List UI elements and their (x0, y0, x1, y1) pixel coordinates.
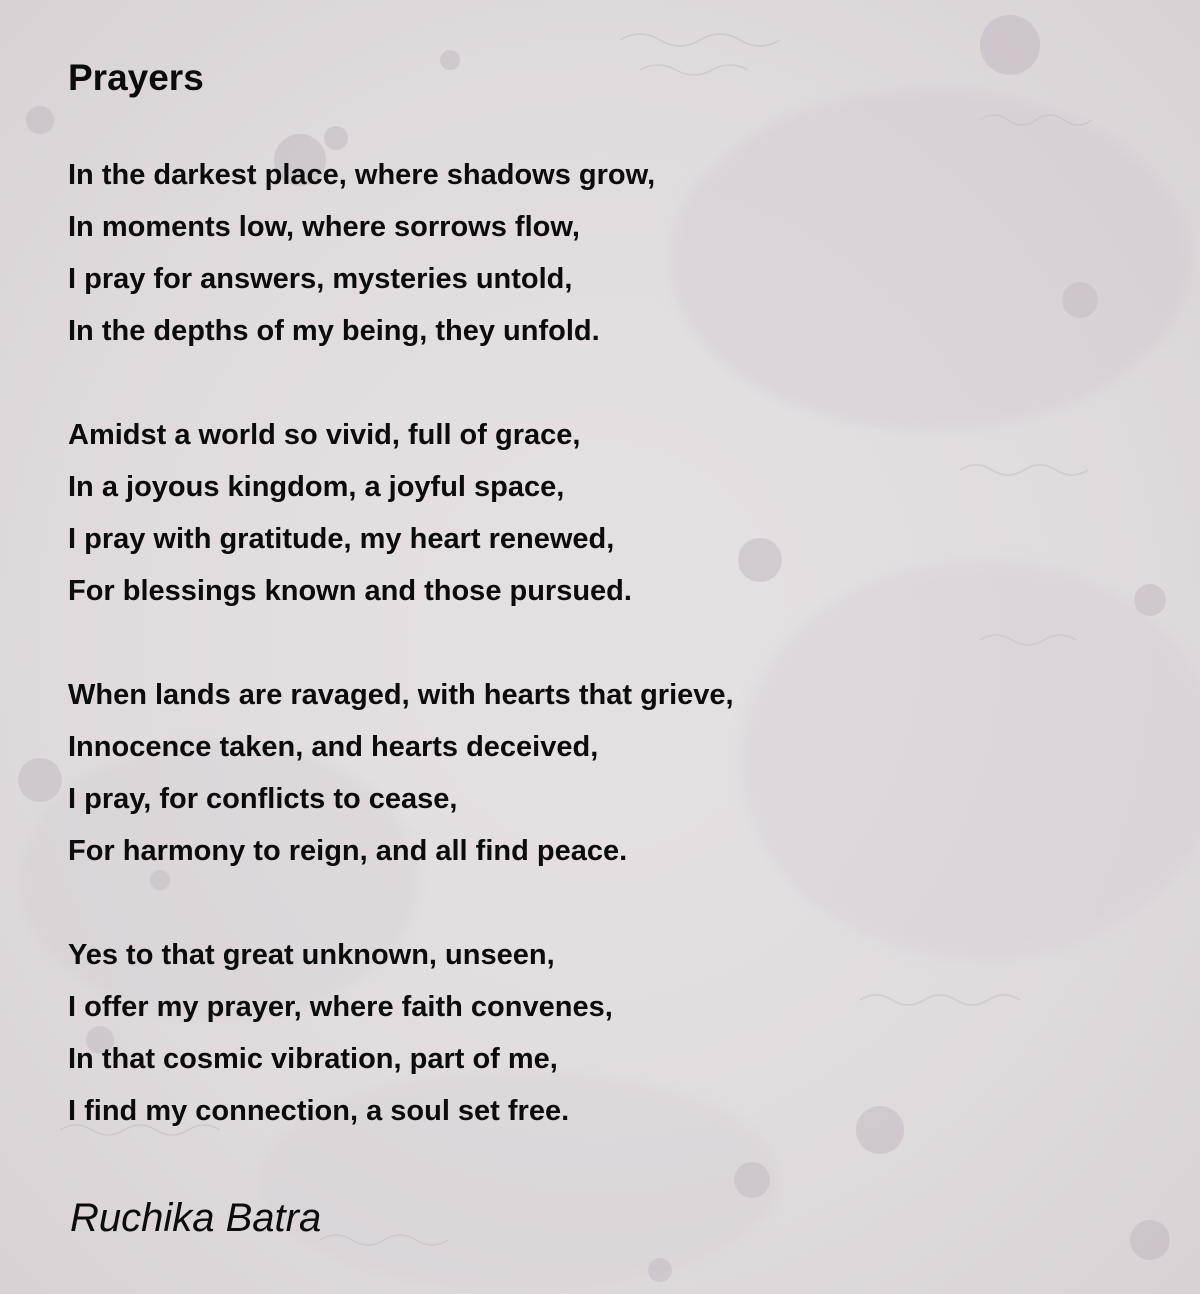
poem-line: I pray, for conflicts to cease, (68, 783, 458, 815)
stanza-1 (68, 149, 655, 357)
poem-line: Amidst a world so vivid, full of grace, (68, 419, 581, 451)
poem-title: Prayers (68, 57, 204, 98)
poem-author: Ruchika Batra (70, 1196, 322, 1240)
stanza-2 (68, 409, 632, 617)
poem-line: For harmony to reign, and all find peace. (68, 835, 628, 867)
poem-line: I pray for answers, mysteries untold, (68, 263, 573, 295)
poem-line: For blessings known and those pursued. (68, 575, 632, 607)
poem-line: Yes to that great unknown, unseen, (68, 939, 555, 971)
poem-line: Innocence taken, and hearts deceived, (68, 731, 599, 763)
poem-line: I find my connection, a soul set free. (68, 1095, 570, 1127)
stanza-3 (68, 669, 734, 877)
poem-line: In that cosmic vibration, part of me, (68, 1043, 558, 1075)
poem-line: I offer my prayer, where faith convenes, (68, 991, 613, 1023)
poem-line: In the darkest place, where shadows grow, (68, 159, 656, 191)
stanza-4 (68, 929, 613, 1137)
poem-line: When lands are ravaged, with hearts that grieve, (68, 679, 734, 711)
poem-line: In the depths of my being, they unfold. (68, 315, 600, 347)
poem-line: In moments low, where sorrows flow, (68, 211, 580, 243)
poem-line: I pray with gratitude, my heart renewed, (68, 523, 615, 555)
poem-line: In a joyous kingdom, a joyful space, (68, 471, 565, 503)
